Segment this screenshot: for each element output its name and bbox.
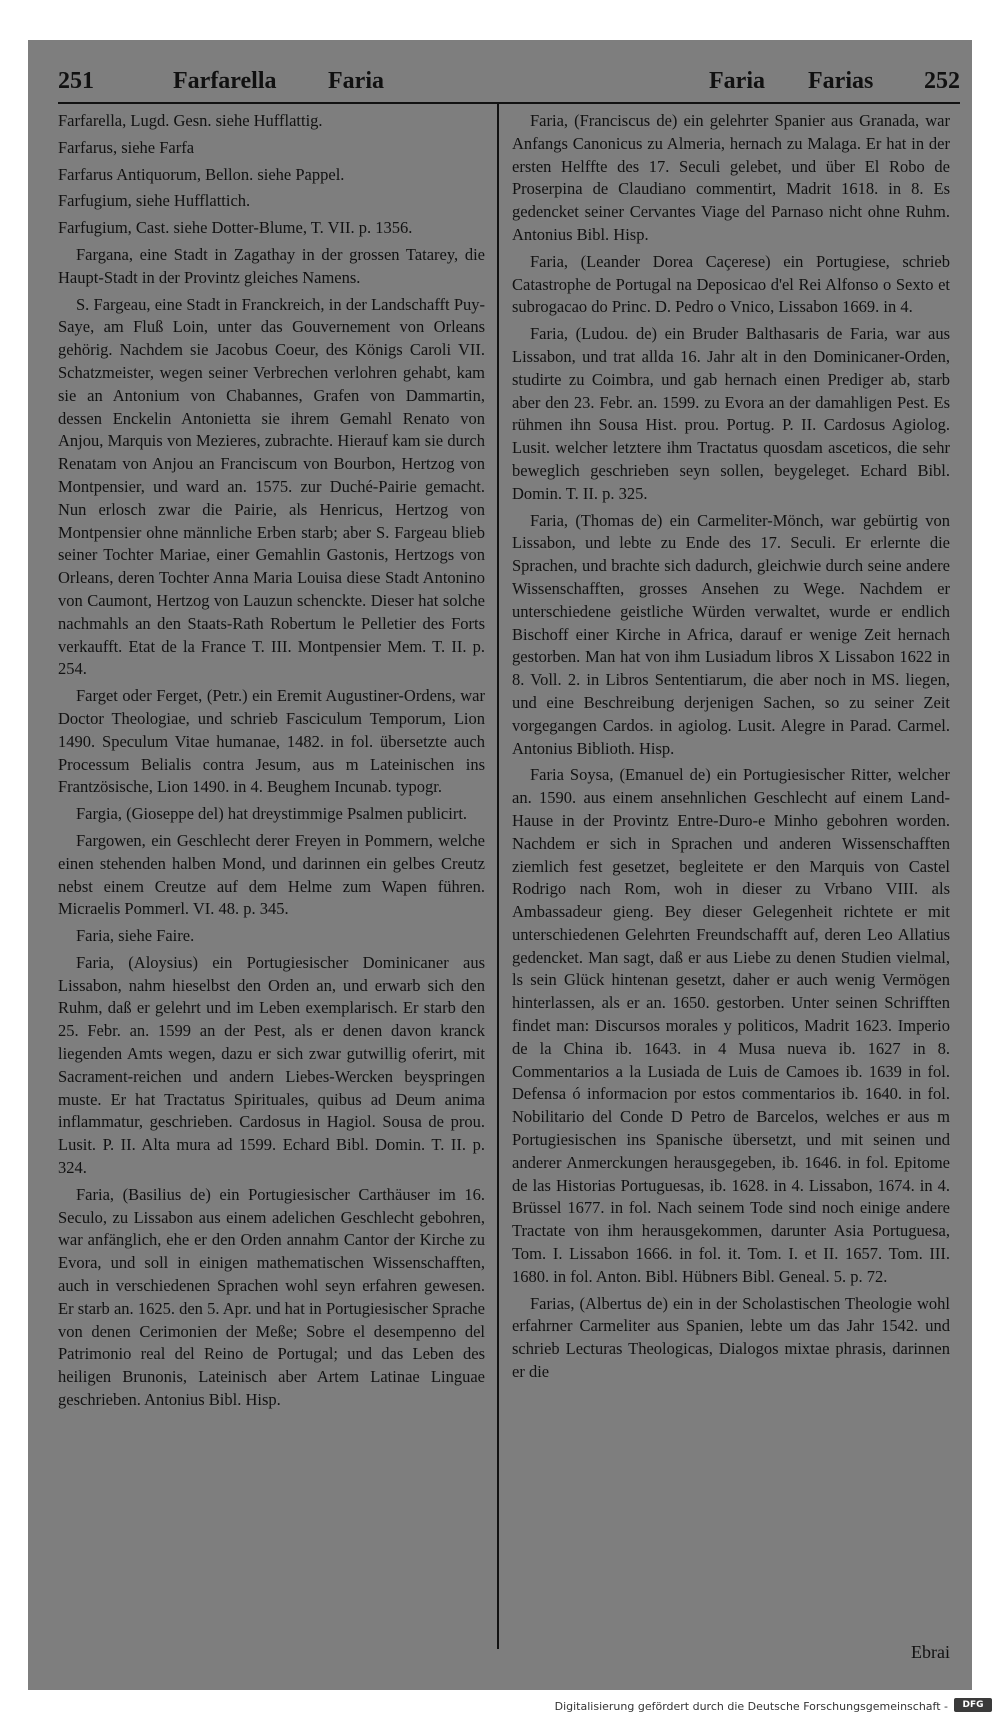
- entry: Faria, (Aloysius) ein Portugiesischer Dominicaner aus Lissabon, nahm hieselbst den Orden an, und erwarb sich den Ruhm, daß er gelehrt und im Leben exemplarisch. Er starb den 25. Febr. an. 1599 an der Pest, als er denen davon kranck liegenden Amts wegen, dazu er sich zwar gutwillig oferirt, mit Sacrament-reichen und andern Liebes-Wercken beyspringen muste. Er hat Tractatus Spirituales, quibus ad Deum anima inflammatur, geschrieben. Cardosus in Hagiol. Sousa de prou. Lusit. P. II. Alta mura ad 1599. Echard Bibl. Domin. T. II. p. 324.: [58, 952, 485, 1178]
- entry: Farias, (Albertus de) ein in der Scholastischen Theologie wohl erfahrner Carmeliter aus Spanien, lebte um das Jahr 1542. und schrieb Lecturas Theologicas, Dialogos mixtae phrasis, darinnen er die: [512, 1293, 950, 1382]
- catchword: Ebrai: [911, 1642, 950, 1662]
- entry: Faria, (Franciscus de) ein gelehrter Spanier aus Granada, war Anfangs Canonicus zu Almeria, hernach zu Malaga. Er hat in der ersten Helffte des 17. Seculi gelebet, und über El Robo de Proserpina de Claudiano commentirt, Madrit 1618. in 8. Es gedencket seiner Cervantes Viage del Parnaso nicht ohne Ruhm. Antonius Bibl. Hisp.: [512, 111, 950, 244]
- running-title-right-1: Faria: [709, 68, 765, 94]
- page-number-right: 252: [924, 68, 960, 94]
- entry: Farfarus Antiquorum, Bellon. siehe Pappel.: [58, 164, 345, 184]
- entry: Faria, (Basilius de) ein Portugiesischer Carthäuser im 16. Seculo, zu Lissabon aus einem adelichen Geschlecht gebohren, war anfänglich, ehe er den Orden annahm Cantor der Kirche zu Evora, und soll in einigen mathematischen Wissenschafften, auch in verschiedenen Sprachen wohl seyn erfahren gewesen. Er starb an. 1625. den 5. Apr. und hat in Portugiesischer Sprache von denen Cerimonien der Meße; Sobre el desempenno del Patrimonio real del Reino de Portugal; und das Leben des heiligen Brunonis, Lateinisch aber Artem Latinae Linguae geschrieben. Antonius Bibl. Hisp.: [58, 1184, 485, 1410]
- entry: Farfugium, Cast. siehe Dotter-Blume, T. VII. p. 1356.: [58, 218, 413, 238]
- entry: Farget oder Ferget, (Petr.) ein Eremit Augustiner-Ordens, war Doctor Theologiae, und schrieb Fasciculum Temporum, Lion 1490. Speculum Vitae humanae, 1482. in fol. übersetzte auch Processum Belialis contra Jesum, aus m Lateinischen ins Frantzösische, Lion 1490. in 4. Beughem Incunab. typogr.: [58, 686, 485, 797]
- running-title-right-2: Farias: [808, 68, 874, 94]
- entry: Farfugium, siehe Hufflattich.: [58, 191, 251, 211]
- entry: Fargowen, ein Geschlecht derer Freyen in Pommern, welche einen stehenden halben Mond, und darinnen ein gelbes Creutz nebst einem Creutze auf dem Helme zum Wapen führen. Micraelis Pommerl. VI. 48. p. 345.: [58, 830, 485, 919]
- entry: S. Fargeau, eine Stadt in Franckreich, in der Landschafft Puy-Saye, am Fluß Loin, unter das Gouvernement von Orleans gehörig. Nachdem sie Jacobus Coeur, des Königs Caroli VII. Schatzmeister, wegen seiner Verbrechen verlohren gehabt, kam sie an Antonium von Chabannes, Grafen von Dammartin, dessen Enckelin Antonietta sie ihrem Gemahl Renato von Anjou, Marquis von Mezieres, zubrachte. Hierauf kam sie durch Renatam von Anjou an Franciscum von Bourbon, Hertzog von Montpensier, und ward an. 1575. zur Duché-Pairie gemacht. Nun erlosch zwar die Pairie, als Henricus, Hertzog von Montpensier ohne männliche Erben starb; aber S. Fargeau blieb seiner Tochter Mariae, einer Gemahlin Gastonis, Hertzogs von Orleans, deren Tochter Anna Maria Louisa diese Stadt Antonino von Caumont, Hertzog von Lauzun schenckte. Dieser hat solche nachmahls an den Staats-Rath Robertum le Pelletier des Forts verkaufft. Etat de la France T. III. Montpensier Mem. T. II. p. 254.: [58, 294, 485, 679]
- entry: Fargana, eine Stadt in Zagathay in der grossen Tatarey, die Haupt-Stadt in der Provintz gleiches Namens.: [58, 244, 485, 287]
- entry: Faria, (Ludou. de) ein Bruder Balthasaris de Faria, war aus Lissabon, und trat allda 16. Jahr alt in den Dominicaner-Orden, studirte zu Coimbra, und gab hernach einen Prediger ab, starb aber den 23. Febr. an. 1599. zu Evora an der damahligen Pest. Es rühmen ihn Sousa Hist. prou. Portug. P. II. Cardosus Agiolog. Lusit. welcher letztere ihm Tractatus quosdam asceticos, die sehr beweglich geschrieben seyn sollen, beygeleget. Echard Bibl. Domin. T. II. p. 325.: [512, 324, 950, 503]
- entry: Farfarus, siehe Farfa: [58, 137, 195, 157]
- entry: Faria Soysa, (Emanuel de) ein Portugiesischer Ritter, welcher an. 1590. aus einem ansehnlichen Geschlecht auf einem Land-Hause in der Provintz Entre-Duro-e Minho gebohren worden. Nachdem er sich in Sprachen und anderen Wissenschafften ziemlich fest gesetzet, begleitete er den Marquis von Castel Rodrigo nach Rom, woh in dieser zu Vrbano VIII. als Ambassadeur gieng. Bey dieser Gelegenheit richtete er mit unterschiedenen Gelehrten Freundschafft auf, deren Leo Allatius gedencket. Man sagt, daß er aus Liebe zu denen Studien vielmal, ls sein Glück hintenan gesetzt, daher er auch wenig Vermögen hinterlassen, als er an. 1650. gestorben. Unter seinen Schrifften findet man: Discursos morales y politicos, Madrit 1623. Imperio de la China ib. 1643. in 4 Musa nueva ib. 1627 in 8. Commentarios a la Lusiada de Luis de Camoes ib. 1639 in fol. Defensa ó informacion por estos commentarios ib. 1640. in fol. Nobilitario del Conde D Petro de Barcelos, welches er aus m Portugiesischen ins Spanische übersetzt, und mit seinen und anderer Anmerckungen herausgegeben, ib. 1646. in fol. Epitome de las Historias Portuguesas, ib. 1628. in 4. Lissabon, 1674. in 4. Brüssel 1677. in fol. Nach seinem Tode sind noch einige andere Tractate von ihm herausgekommen, darunter Asia Portuguesa, Tom. I. Lissabon 1666. in fol. it. Tom. I. et II. 1657. Tom. III. 1680. in fol. Anton. Bibl. Hübners Bibl. Geneal. 5. p. 72.: [512, 765, 950, 1286]
- entry: Faria, (Leander Dorea Caçerese) ein Portugiese, schrieb Catastrophe de Portugal na Deposicao d'el Rei Alfonso o Sexto et subrogacao do Princ. D. Pedro o Vnico, Lissabon 1669. in 4.: [512, 251, 950, 317]
- entry: Faria, (Thomas de) ein Carmeliter-Mönch, war gebürtig von Lissabon, und lebte zu Ende des 17. Seculi. Er erlernte die Sprachen, und brachte sich dadurch, gleichwie durch seine andere Wissenschafften, grosses Ansehen zu Wege. Nachdem er unterschiedene geistliche Würden verwaltet, wurde er endlich Bischoff einer Kirche in Africa, darauf er wenige Zeit hernach gestorben. Man hat von ihm Lusiadum libros X Lissabon 1622 in 8. Voll. 2. in Libros Sententiarum, die aber noch in MS. liegen, und eine Beschreibung derjenigen Sachen, so zu seiner Zeit vorgegangen Cardos. in agiolog. Lusit. Alegre in Parad. Carmel. Antonius Biblioth. Hisp.: [512, 510, 950, 758]
- funding-credit: Digitalisierung gefördert durch die Deutsche Forschungsgemeinschaft -: [554, 1700, 948, 1713]
- right-column: [512, 110, 950, 1645]
- dfg-logo: DFG: [954, 1698, 992, 1712]
- left-column: [58, 110, 485, 1645]
- running-title-left-1: Farfarella: [173, 68, 277, 94]
- header-rule: [58, 102, 960, 104]
- column-divider: [497, 104, 499, 1649]
- page-header: [58, 64, 960, 102]
- entry: Faria, siehe Faire.: [76, 926, 195, 946]
- running-title-left-2: Faria: [328, 68, 384, 94]
- entry: Farfarella, Lugd. Gesn. siehe Hufflattig.: [58, 111, 323, 130]
- page-footer: [0, 1692, 1000, 1718]
- page-number-left: 251: [58, 68, 94, 94]
- entry: Fargia, (Gioseppe del) hat dreystimmige Psalmen publicirt.: [76, 804, 468, 824]
